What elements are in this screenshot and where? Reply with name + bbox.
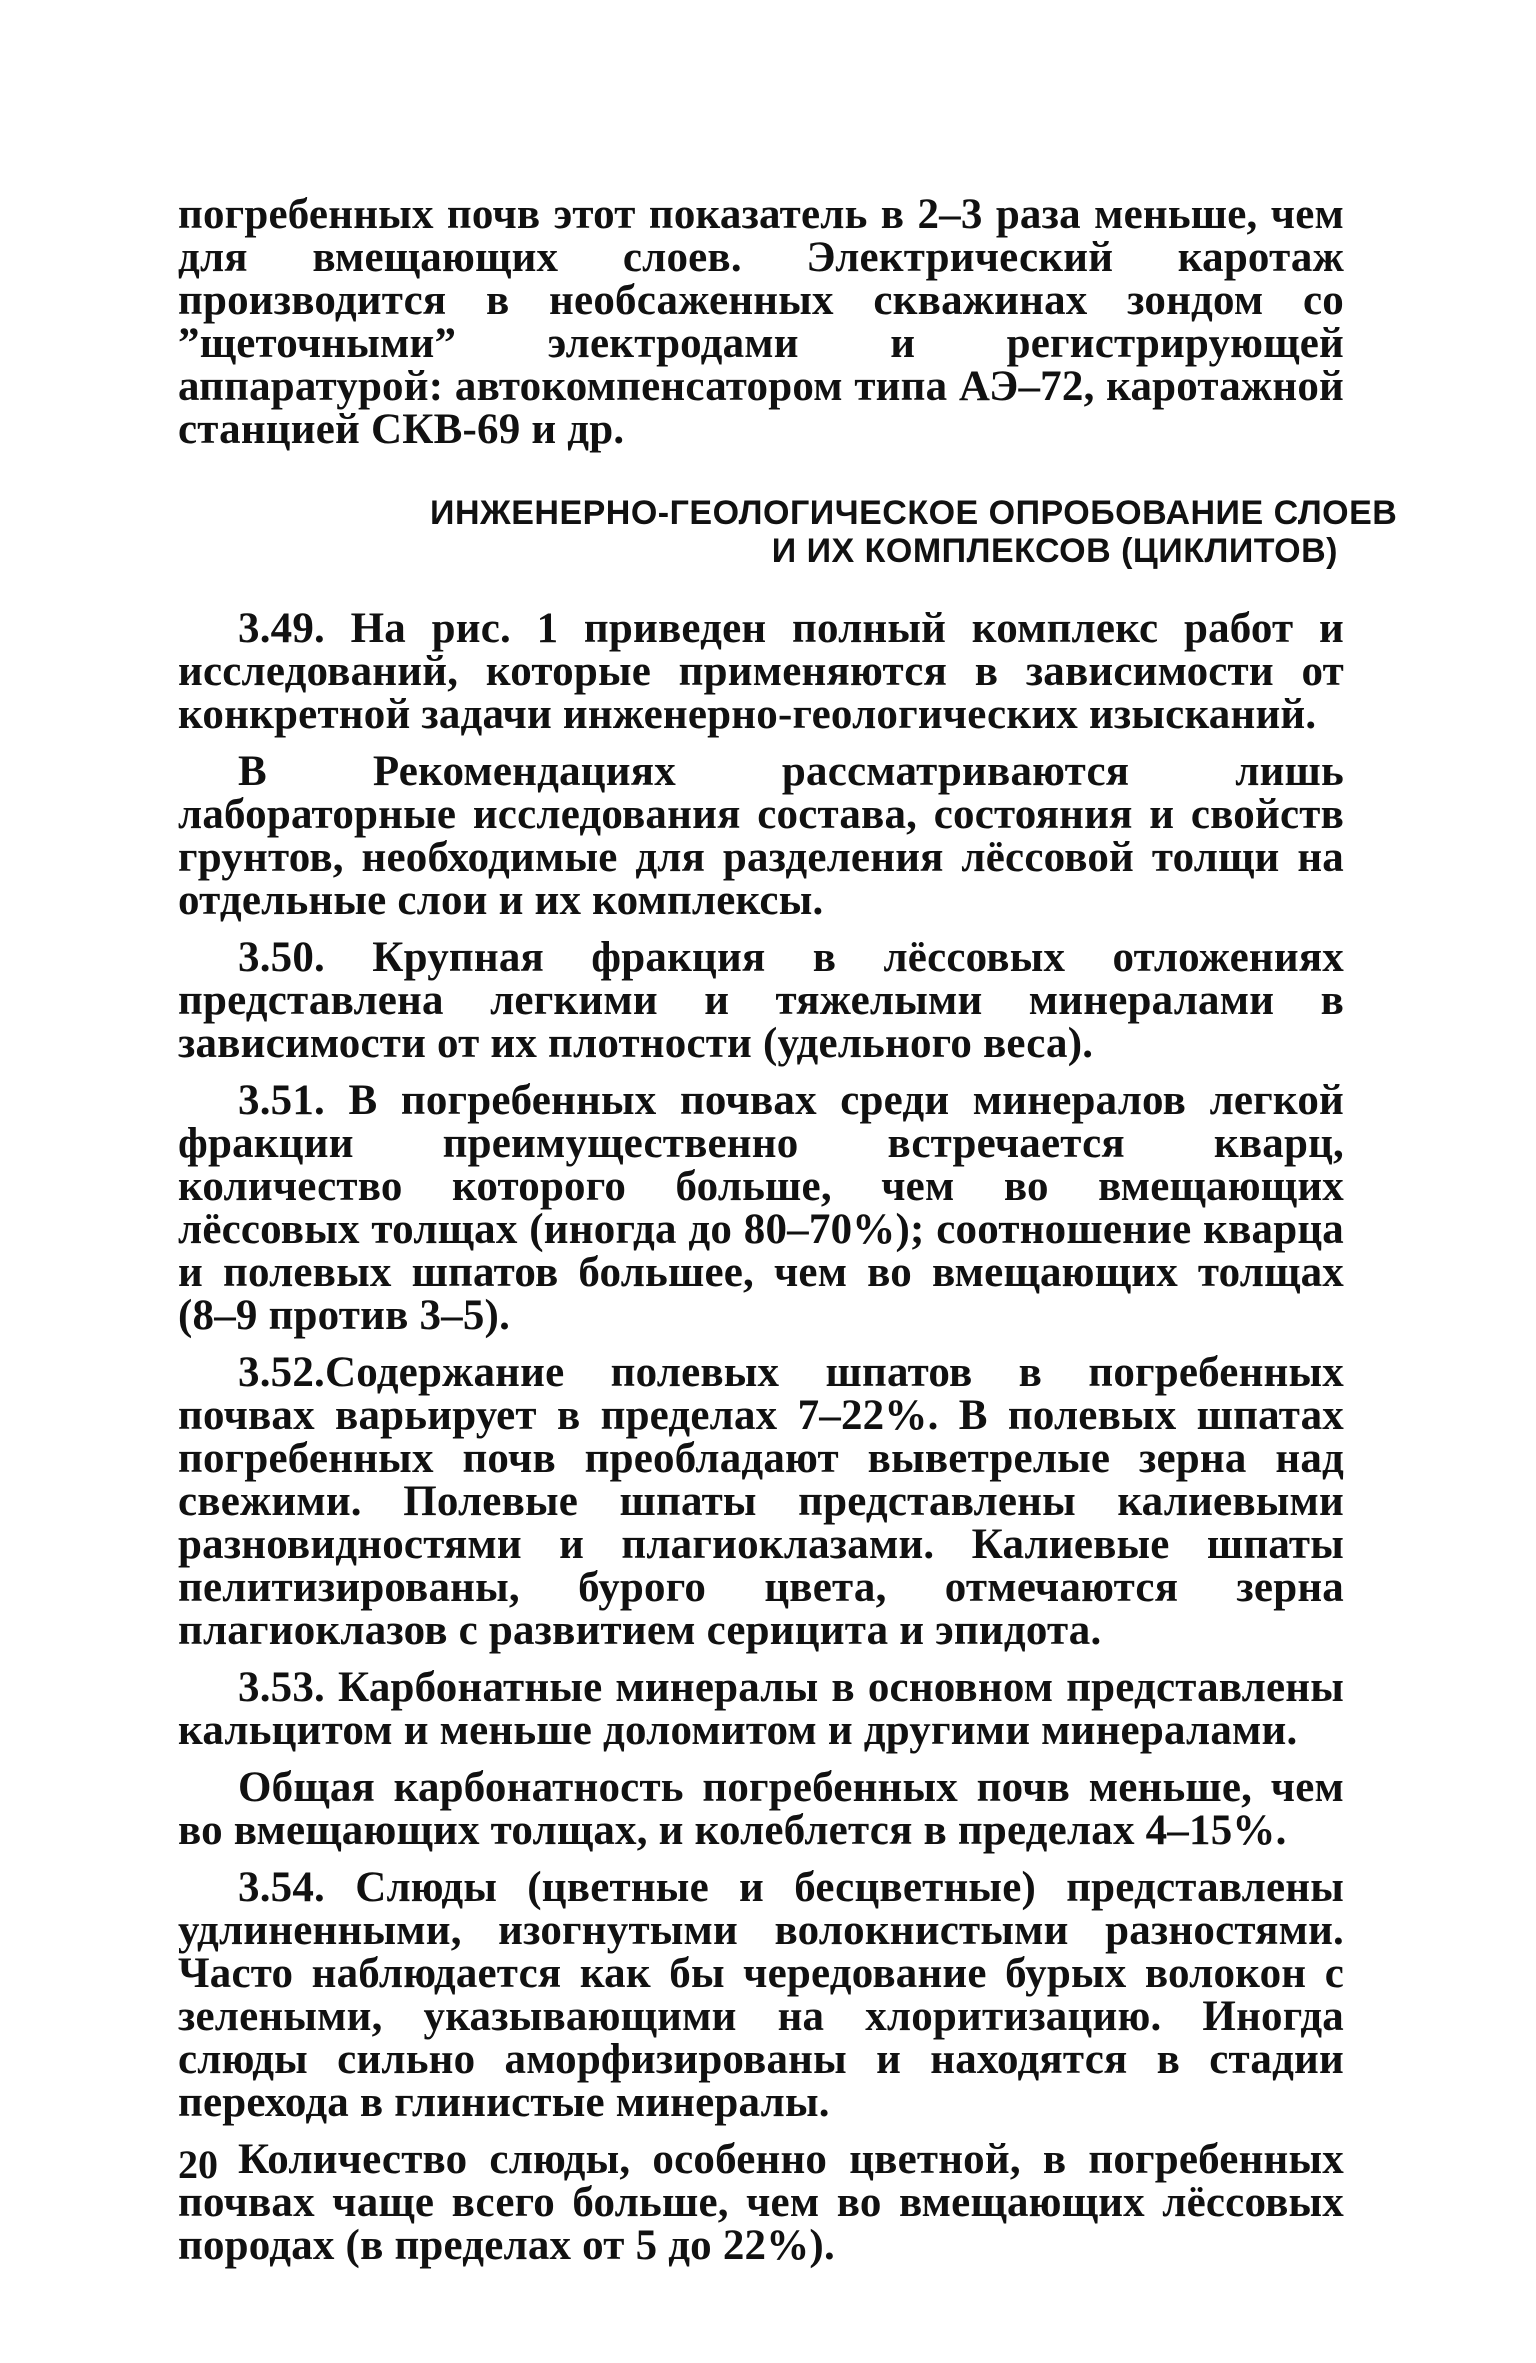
page-number: 20 xyxy=(178,2142,218,2187)
paragraph-3-51: 3.51. В погребенных почвах среди минералов легкой фракции преимущественно встречается кварц, количество которого больше, чем во вмещающих лёссовых толщах (иногда до 80–70%); соотношение кварца и полевых шпатов большее, чем во вмещающих толщах (8–9 против 3–5). xyxy=(178,1077,1344,1339)
paragraph-3-50: 3.50. Крупная фракция в лёссовых отложениях представлена легкими и тяжелыми минералами в зависимости от их плотности (удельного веса). xyxy=(178,934,1344,1067)
paragraph-recommendations: В Рекомендациях рассматриваются лишь лабораторные исследования состава, состояния и свойств грунтов, необходимые для разделения лёссовой толщи на отдельные слои и их комплексы. xyxy=(178,748,1344,924)
top-paragraph: погребенных почв этот показатель в 2–3 раза меньше, чем для вмещающих слоев. Электрический каротаж производится в необсаженных скважинах зондом со ”щеточными” электродами и регистрирующей аппаратурой: автокомпенсатором типа АЭ–72, каротажной станцией СКВ-69 и др. xyxy=(178,191,1344,453)
section-heading-line-2: И ИХ КОМПЛЕКСОВ (ЦИКЛИТОВ) xyxy=(771,532,1338,570)
paragraph-3-52: 3.52.Содержание полевых шпатов в погребенных почвах варьирует в пределах 7–22%. В полевых шпатах погребенных почв преобладают выветрелые зерна над свежими. Полевые шпаты представлены калиевыми разновидностями и плагиоклазами. Калиевые шпаты пелитизированы, бурого цвета, отмечаются зерна плагиоклазов с развитием серицита и эпидота. xyxy=(178,1349,1344,1654)
paragraph-3-53: 3.53. Карбонатные минералы в основном представлены кальцитом и меньше доломитом и другими минералами. xyxy=(178,1664,1344,1754)
section-heading xyxy=(430,494,1398,570)
paragraph-mica-quantity: Количество слюды, особенно цветной, в погребенных почвах чаще всего больше, чем во вмещающих лёссовых породах (в пределах от 5 до 22%). xyxy=(178,2136,1344,2269)
body-text-block xyxy=(178,607,1344,2267)
paragraph-carbonate: Общая карбонатность погребенных почв меньше, чем во вмещающих толщах, и колеблется в пределах 4–15%. xyxy=(178,1764,1344,1854)
top-paragraph-block xyxy=(178,193,1344,451)
paragraph-3-54: 3.54. Слюды (цветные и бесцветные) представлены удлиненными, изогнутыми волокнистыми разностями. Часто наблюдается как бы чередование бурых волокон с зелеными, указывающими на хлоритизацию. Иногда слюды сильно аморфизированы и находятся в стадии перехода в глинистые минералы. xyxy=(178,1864,1344,2126)
paragraph-3-49: 3.49. На рис. 1 приведен полный комплекс работ и исследований, которые применяются в зависимости от конкретной задачи инженерно-геологических изысканий. xyxy=(178,605,1344,738)
section-heading-line-1: ИНЖЕНЕРНО-ГЕОЛОГИЧЕСКОЕ ОПРОБОВАНИЕ СЛОЕВ xyxy=(430,494,1398,532)
